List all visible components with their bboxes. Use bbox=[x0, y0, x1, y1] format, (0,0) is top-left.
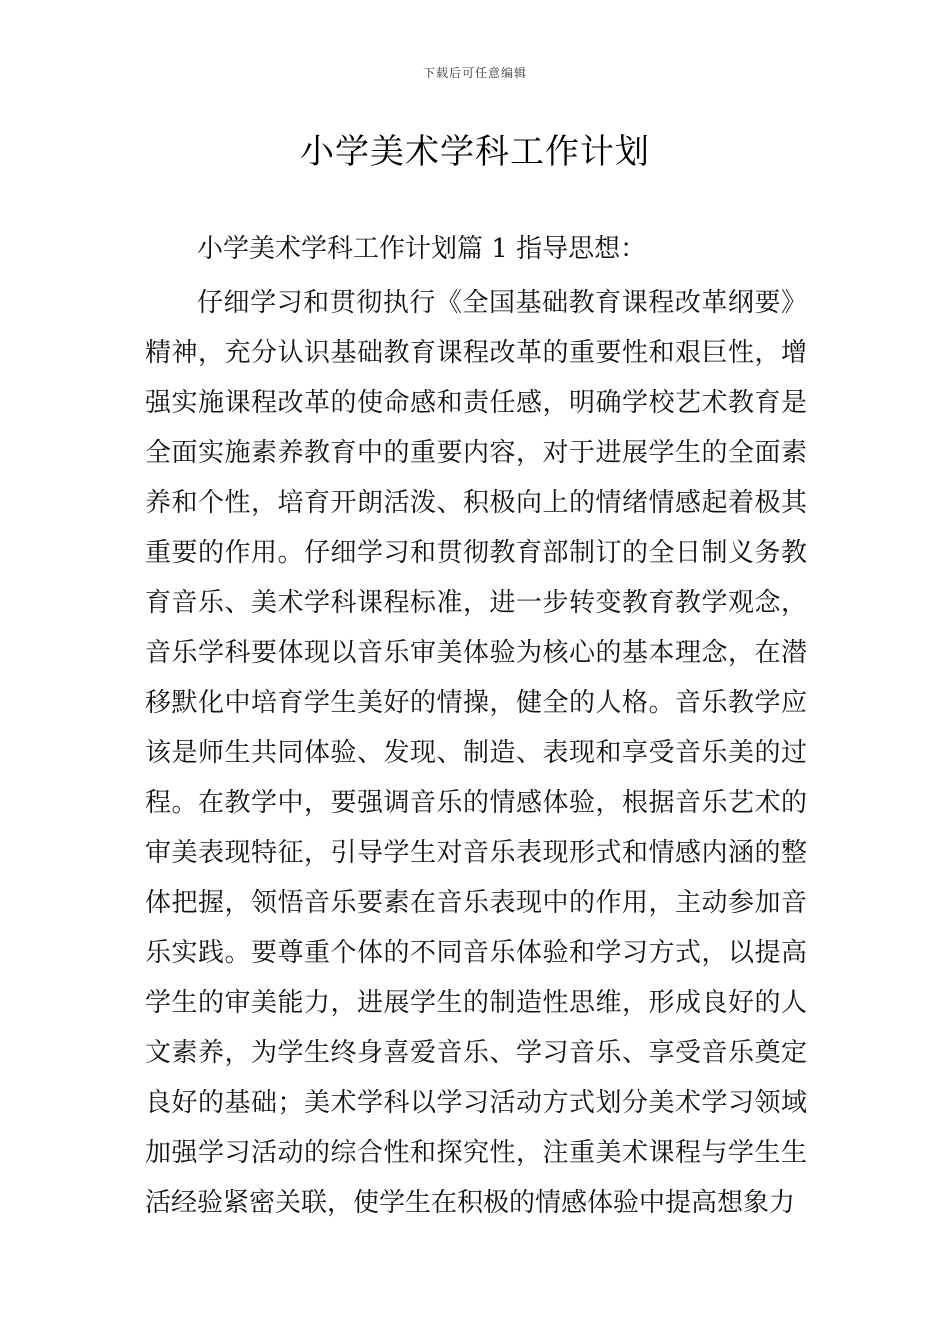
document-title: 小学美术学科工作计划 bbox=[300, 132, 650, 172]
section-heading: 小学美术学科工作计划篇 1 指导思想： bbox=[197, 234, 647, 264]
header-note: 下载后可任意编辑 bbox=[422, 66, 527, 80]
body-paragraph: 仔细学习和贯彻执行《全国基础教育课程改革纲要》精神，充分认识基础教育课程改革的重要性和艰巨性，增强实施课程改革的使命感和责任感，明确学校艺术教育是全面实施素养教育中的重要内容，对于进展学生的全面素养和个性，培育开朗活泼、积极向上的情绪情感起着极其重要的作用。仔细学习和贯彻教育部制订的全日制义务教育音乐、美术学科课程标准，进一步转变教育教学观念，音乐学科要体现以音乐审美体验为核心的基本理念，在潜移默化中培育学生美好的情操，健全的人格。音乐教学应该是师生共同体验、发现、制造、表现和享受音乐美的过程。在教学中，要强调音乐的情感体验，根据音乐艺术的审美表现特征，引导学生对音乐表现形式和情感内涵的整体把握，领悟音乐要素在音乐表现中的作用，主动参加音乐实践。要尊重个体的不同音乐体验和学习方式，以提高学生的审美能力，进展学生的制造性思维，形成良好的人文素养，为学生终身喜爱音乐、学习音乐、享受音乐奠定良好的基础；美术学科以学习活动方式划分美术学习领域加强学习活动的综合性和探究性，注重美术课程与学生生活经验紧密关联，使学生在积极的情感体验中提高想象力 bbox=[145, 288, 807, 1218]
